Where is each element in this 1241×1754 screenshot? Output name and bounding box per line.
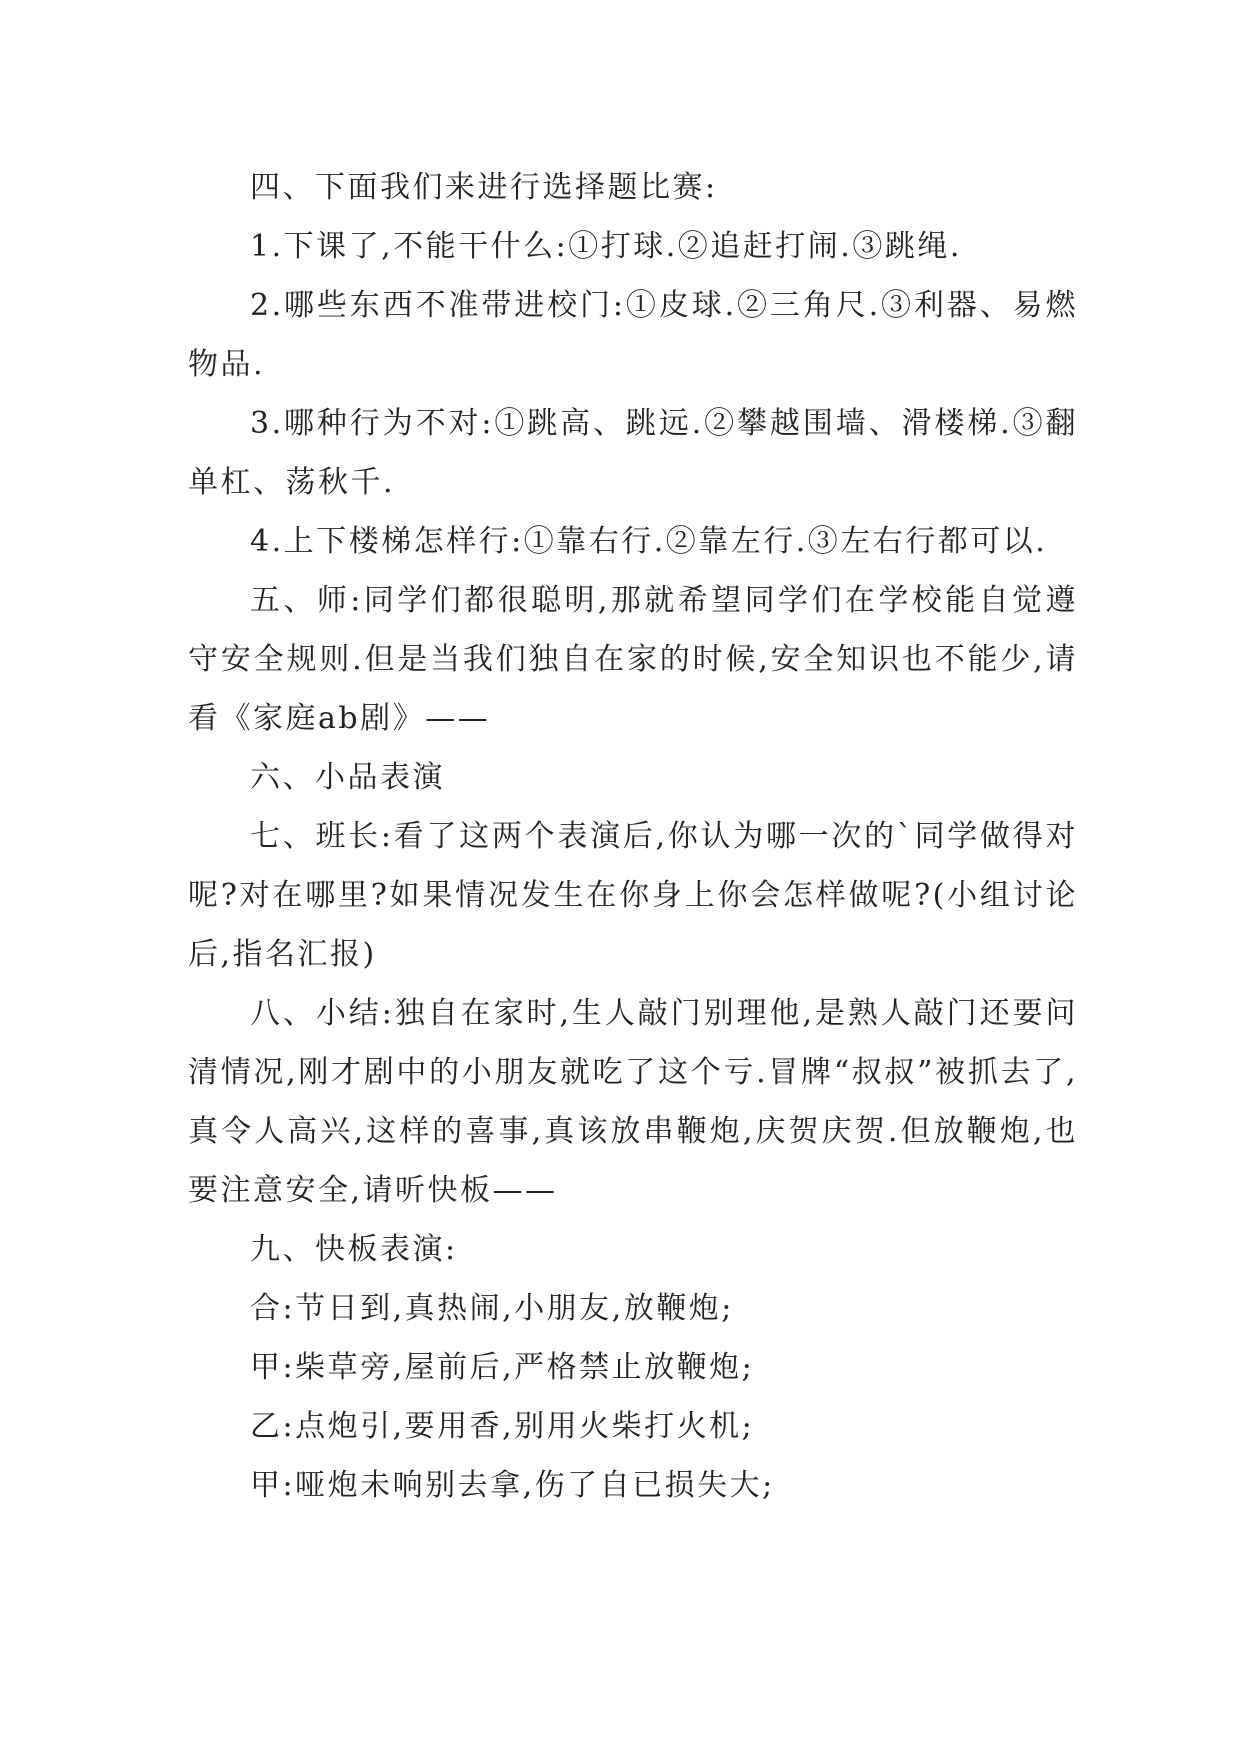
question-4: 4.上下楼梯怎样行:①靠右行.②靠左行.③左右行都可以. bbox=[250, 524, 1048, 559]
section-5-teacher: 五、师:同学们都很聪明,那就希望同学们在学校能自觉遵守安全规则.但是当我们独自在家的时候,安全知识也不能少,请看《家庭ab剧》—— bbox=[188, 583, 1078, 736]
section-4-heading: 四、下面我们来进行选择题比赛: bbox=[250, 170, 718, 205]
kuaiban-line-all: 合:节日到,真热闹,小朋友,放鞭炮; bbox=[250, 1291, 734, 1326]
section-7-monitor: 七、班长:看了这两个表演后,你认为哪一次的`同学做得对呢?对在哪里?如果情况发生在你身上你会怎样做呢?(小组讨论后,指名汇报) bbox=[188, 819, 1078, 972]
section-6-skit: 六、小品表演 bbox=[250, 760, 445, 795]
document-page bbox=[188, 158, 1078, 1515]
kuaiban-line-jia-1: 甲:柴草旁,屋前后,严格禁止放鞭炮; bbox=[250, 1350, 755, 1385]
kuaiban-line-yi: 乙:点炮引,要用香,别用火柴打火机; bbox=[250, 1409, 755, 1444]
question-3: 3.哪种行为不对:①跳高、跳远.②攀越围墙、滑楼梯.③翻单杠、荡秋千. bbox=[188, 406, 1078, 500]
section-8-summary: 八、小结:独自在家时,生人敲门别理他,是熟人敲门还要问清情况,刚才剧中的小朋友就吃了这个亏.冒牌“叔叔”被抓去了,真令人高兴,这样的喜事,真该放串鞭炮,庆贺庆贺.但放鞭炮,也要注意安全,请听快板—— bbox=[188, 996, 1078, 1208]
question-2: 2.哪些东西不准带进校门:①皮球.②三角尺.③利器、易燃物品. bbox=[188, 288, 1078, 382]
question-1: 1.下课了,不能干什么:①打球.②追赶打闹.③跳绳. bbox=[250, 229, 962, 264]
kuaiban-line-jia-2: 甲:哑炮未响别去拿,伤了自已损失大; bbox=[250, 1468, 775, 1503]
section-9-kuaiban: 九、快板表演: bbox=[250, 1232, 458, 1267]
